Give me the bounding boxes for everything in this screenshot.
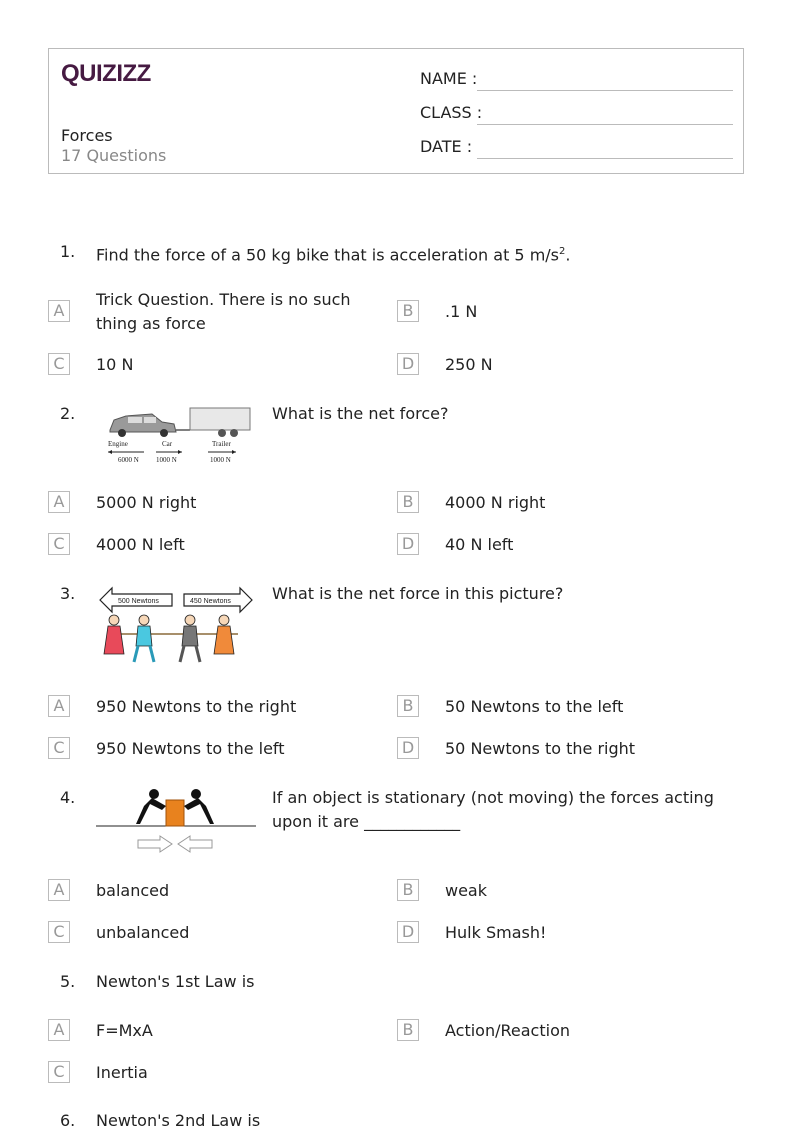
svg-text:6000 N: 6000 N — [118, 456, 139, 464]
option-c-text: Inertia — [96, 1063, 148, 1082]
option-c-box[interactable]: C — [48, 921, 70, 943]
option-d-text: 50 Newtons to the right — [445, 739, 636, 758]
option-d-text: 40 N left — [445, 535, 514, 554]
option-d-box[interactable]: D — [397, 921, 419, 943]
option-d-text: Hulk Smash! — [445, 923, 547, 942]
option-a-box[interactable]: A — [48, 300, 70, 322]
option-b-text: .1 N — [445, 302, 478, 321]
question-text: If an object is stationary (not moving) the forces acting upon it are ____________ — [272, 788, 714, 831]
svg-text:500 Newtons: 500 Newtons — [118, 598, 159, 605]
option-a-box[interactable]: A — [48, 695, 70, 717]
question-text: What is the net force? — [272, 404, 449, 423]
option-c-box[interactable]: C — [48, 533, 70, 555]
question-number: 5. — [60, 972, 76, 991]
option-b-text: weak — [445, 881, 487, 900]
svg-text:450 Newtons: 450 Newtons — [190, 598, 231, 605]
option-a-box[interactable]: A — [48, 1019, 70, 1041]
option-b-box[interactable]: B — [397, 879, 419, 901]
option-a-text: F=MxA — [96, 1021, 153, 1040]
worksheet-title: Forces — [61, 126, 113, 145]
option-d-box[interactable]: D — [397, 737, 419, 759]
option-b-text: 50 Newtons to the left — [445, 697, 624, 716]
question-text: What is the net force in this picture? — [272, 584, 564, 603]
option-a-text: balanced — [96, 881, 170, 900]
name-label: NAME : — [420, 69, 478, 88]
svg-text:Trailer: Trailer — [212, 440, 231, 448]
option-c-box[interactable]: C — [48, 353, 70, 375]
option-c-box[interactable]: C — [48, 1061, 70, 1083]
tug-of-war-figure — [98, 584, 258, 668]
question-number: 3. — [60, 584, 76, 603]
question-number: 6. — [60, 1111, 76, 1130]
option-a-text: 5000 N right — [96, 493, 197, 512]
class-label: CLASS : — [420, 103, 483, 122]
svg-text:Engine: Engine — [108, 440, 128, 448]
balanced-push-figure — [96, 784, 258, 856]
option-d-box[interactable]: D — [397, 353, 419, 375]
option-a-text: Trick Question. There is no such thing as force — [96, 290, 351, 333]
question-text: Find the force of a 50 kg bike that is acceleration at 5 $m/s^2$. — [96, 245, 571, 265]
svg-text:1000 N: 1000 N — [210, 456, 231, 464]
worksheet-header — [48, 48, 744, 174]
option-b-text: Action/Reaction — [445, 1021, 570, 1040]
class-field[interactable] — [477, 124, 733, 125]
option-c-text: unbalanced — [96, 923, 190, 942]
question-count: 17 Questions — [61, 146, 167, 165]
quizizz-logo — [61, 59, 153, 87]
car-trailer-figure — [104, 404, 256, 466]
option-c-text: 950 Newtons to the left — [96, 739, 285, 758]
option-b-box[interactable]: B — [397, 491, 419, 513]
option-b-text: 4000 N right — [445, 493, 546, 512]
option-b-box[interactable]: B — [397, 1019, 419, 1041]
option-b-box[interactable]: B — [397, 695, 419, 717]
question-number: 1. — [60, 242, 76, 261]
svg-text:Car: Car — [162, 440, 173, 448]
option-a-text: 950 Newtons to the right — [96, 697, 297, 716]
question-number: 4. — [60, 788, 76, 807]
name-field[interactable] — [477, 90, 733, 91]
option-c-text: 10 N — [96, 355, 134, 374]
option-b-box[interactable]: B — [397, 300, 419, 322]
question-text: Newton's 2nd Law is — [96, 1111, 261, 1130]
option-a-box[interactable]: A — [48, 491, 70, 513]
svg-text:QUIZIZZ: QUIZIZZ — [61, 60, 151, 87]
option-c-text: 4000 N left — [96, 535, 185, 554]
option-a-box[interactable]: A — [48, 879, 70, 901]
option-d-box[interactable]: D — [397, 533, 419, 555]
svg-text:1000 N: 1000 N — [156, 456, 177, 464]
date-label: DATE : — [420, 137, 473, 156]
question-number: 2. — [60, 404, 76, 423]
option-c-box[interactable]: C — [48, 737, 70, 759]
option-d-text: 250 N — [445, 355, 493, 374]
question-text: Newton's 1st Law is — [96, 972, 255, 991]
date-field[interactable] — [477, 158, 733, 159]
